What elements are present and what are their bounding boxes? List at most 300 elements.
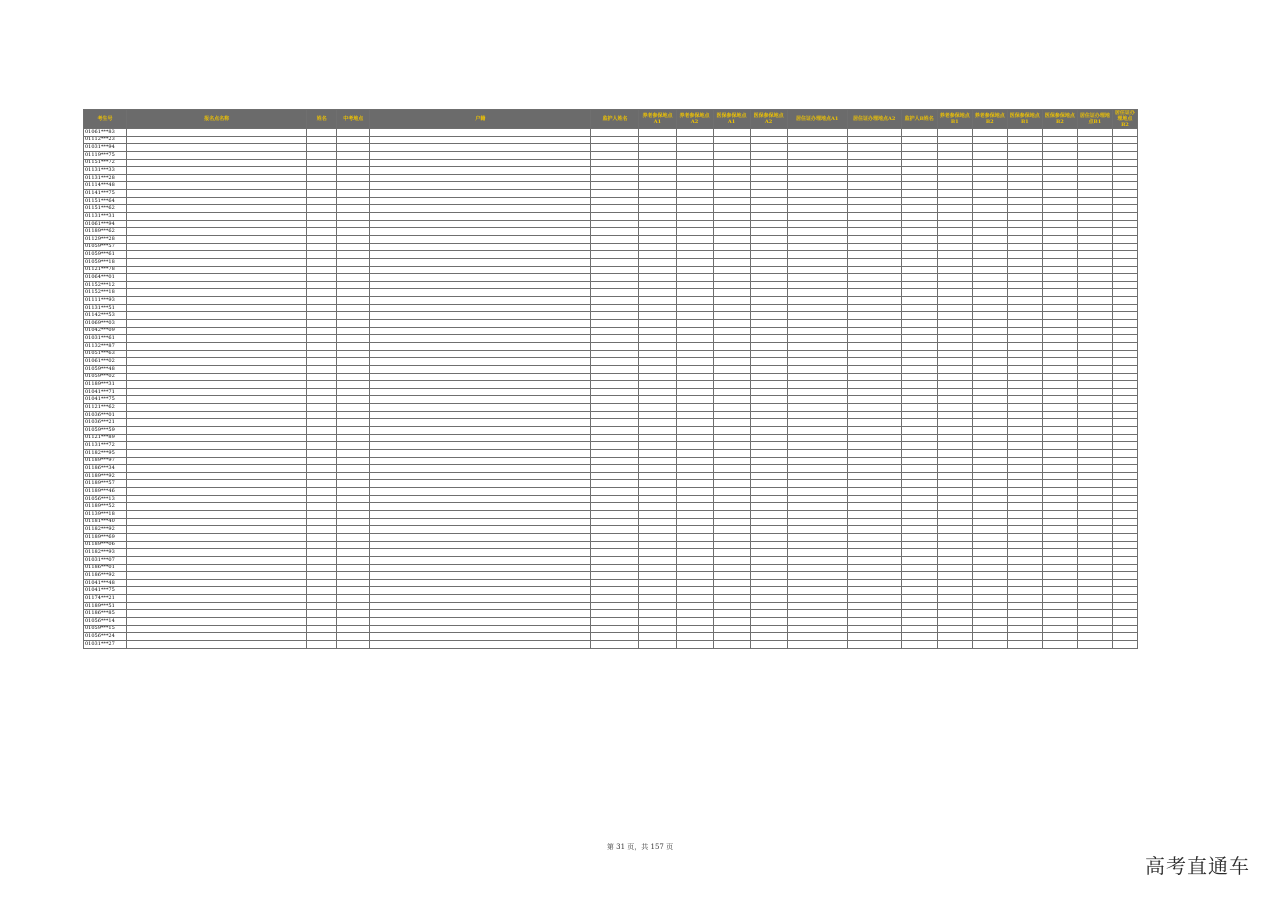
table-cell: [127, 297, 307, 305]
table-cell: [1042, 297, 1077, 305]
table-cell: 01056***24: [84, 633, 127, 641]
table-cell: [972, 258, 1007, 266]
table-cell: [972, 289, 1007, 297]
table-cell: [787, 320, 847, 328]
table-cell: [750, 442, 787, 450]
table-cell: [901, 434, 937, 442]
table-cell: [639, 503, 676, 511]
table-cell: [972, 205, 1007, 213]
table-cell: [901, 495, 937, 503]
table-cell: [847, 205, 901, 213]
table-cell: [370, 396, 591, 404]
table-cell: [972, 274, 1007, 282]
table-cell: [1007, 304, 1042, 312]
table-row: [84, 213, 1138, 221]
table-cell: [847, 289, 901, 297]
table-cell: [937, 213, 972, 221]
table-row: [84, 442, 1138, 450]
table-cell: [713, 404, 750, 412]
table-cell: [307, 327, 337, 335]
table-cell: [639, 602, 676, 610]
table-cell: [307, 572, 337, 580]
table-cell: [1077, 327, 1112, 335]
table-cell: [370, 228, 591, 236]
table-cell: [127, 304, 307, 312]
table-row: [84, 342, 1138, 350]
table-cell: [307, 174, 337, 182]
table-cell: [639, 381, 676, 389]
table-cell: [1007, 602, 1042, 610]
table-cell: [307, 457, 337, 465]
table-cell: [676, 281, 713, 289]
table-cell: [1077, 342, 1112, 350]
column-header: 中考地点: [337, 110, 370, 129]
table-cell: [337, 228, 370, 236]
table-cell: [307, 533, 337, 541]
table-cell: [127, 541, 307, 549]
table-cell: [1077, 388, 1112, 396]
table-cell: [937, 556, 972, 564]
table-cell: [1007, 526, 1042, 534]
table-cell: [1042, 419, 1077, 427]
table-cell: [1077, 396, 1112, 404]
table-cell: [750, 503, 787, 511]
table-cell: [337, 373, 370, 381]
table-cell: [676, 304, 713, 312]
table-cell: [1042, 434, 1077, 442]
table-cell: [1007, 220, 1042, 228]
table-row: [84, 618, 1138, 626]
table-cell: 01064***01: [84, 274, 127, 282]
table-row: [84, 495, 1138, 503]
table-cell: [307, 213, 337, 221]
table-cell: 01129***28: [84, 235, 127, 243]
table-cell: [639, 312, 676, 320]
table-cell: [1042, 518, 1077, 526]
table-cell: [972, 449, 1007, 457]
table-cell: [937, 129, 972, 137]
table-cell: [1112, 625, 1137, 633]
table-cell: [1007, 480, 1042, 488]
table-cell: [847, 549, 901, 557]
table-cell: [847, 518, 901, 526]
table-cell: [713, 129, 750, 137]
table-cell: [787, 480, 847, 488]
table-cell: [1042, 251, 1077, 259]
table-cell: 01189***57: [84, 480, 127, 488]
table-cell: [676, 190, 713, 198]
table-cell: [750, 526, 787, 534]
table-cell: [1112, 350, 1137, 358]
table-cell: [937, 457, 972, 465]
table-cell: [307, 579, 337, 587]
table-cell: [1007, 182, 1042, 190]
table-cell: [639, 495, 676, 503]
table-cell: [676, 518, 713, 526]
table-cell: [937, 167, 972, 175]
table-cell: [750, 595, 787, 603]
table-cell: [639, 404, 676, 412]
table-cell: [847, 602, 901, 610]
table-cell: [901, 213, 937, 221]
table-cell: [639, 488, 676, 496]
table-cell: [713, 465, 750, 473]
table-cell: [901, 243, 937, 251]
table-cell: [591, 228, 639, 236]
table-cell: [591, 342, 639, 350]
column-header: 养老参保地点B2: [972, 110, 1007, 129]
table-cell: [676, 610, 713, 618]
table-cell: [639, 358, 676, 366]
table-cell: [127, 396, 307, 404]
table-cell: [1007, 396, 1042, 404]
table-cell: [591, 289, 639, 297]
table-cell: [127, 511, 307, 519]
table-cell: [750, 572, 787, 580]
table-cell: [901, 442, 937, 450]
table-cell: [307, 304, 337, 312]
table-cell: [847, 258, 901, 266]
table-cell: [787, 228, 847, 236]
table-cell: [901, 572, 937, 580]
table-cell: [337, 541, 370, 549]
table-cell: [713, 518, 750, 526]
table-row: [84, 426, 1138, 434]
page-number: 第 31 页，共 157 页: [606, 843, 674, 851]
table-cell: [1112, 426, 1137, 434]
table-cell: [370, 549, 591, 557]
table-cell: [901, 228, 937, 236]
table-cell: [972, 251, 1007, 259]
table-cell: [713, 434, 750, 442]
table-cell: [1042, 312, 1077, 320]
table-cell: [937, 235, 972, 243]
table-cell: [1007, 503, 1042, 511]
table-cell: [1042, 373, 1077, 381]
table-cell: [337, 167, 370, 175]
table-cell: [1007, 579, 1042, 587]
table-cell: [713, 335, 750, 343]
table-cell: [370, 136, 591, 144]
table-cell: [591, 167, 639, 175]
table-cell: 01189***31: [84, 381, 127, 389]
table-row: [84, 533, 1138, 541]
table-row: [84, 281, 1138, 289]
table-cell: [307, 564, 337, 572]
table-cell: [787, 442, 847, 450]
table-row: [84, 243, 1138, 251]
table-cell: [713, 442, 750, 450]
table-row: [84, 235, 1138, 243]
table-cell: [901, 511, 937, 519]
table-cell: [901, 549, 937, 557]
table-cell: [370, 243, 591, 251]
column-header: 居住证办理地点A2: [847, 110, 901, 129]
table-cell: [847, 419, 901, 427]
table-cell: [676, 167, 713, 175]
table-cell: [337, 335, 370, 343]
table-cell: [847, 503, 901, 511]
table-cell: [901, 625, 937, 633]
table-cell: [937, 365, 972, 373]
table-cell: [787, 472, 847, 480]
table-cell: [370, 251, 591, 259]
table-cell: [972, 526, 1007, 534]
table-cell: [750, 633, 787, 641]
table-cell: 01121***62: [84, 404, 127, 412]
table-cell: [713, 572, 750, 580]
table-cell: [1007, 136, 1042, 144]
table-cell: [1077, 174, 1112, 182]
table-row: [84, 151, 1138, 159]
table-cell: [591, 251, 639, 259]
table-cell: [370, 472, 591, 480]
table-cell: [1007, 213, 1042, 221]
table-cell: [1112, 258, 1137, 266]
table-cell: [127, 587, 307, 595]
table-row: [84, 404, 1138, 412]
table-cell: [1112, 564, 1137, 572]
table-cell: [639, 228, 676, 236]
table-cell: [787, 610, 847, 618]
table-cell: [937, 258, 972, 266]
table-cell: [750, 541, 787, 549]
table-cell: [713, 449, 750, 457]
table-cell: [713, 258, 750, 266]
table-cell: [847, 442, 901, 450]
table-row: [84, 258, 1138, 266]
table-cell: [337, 220, 370, 228]
table-cell: [591, 220, 639, 228]
column-header: 养老参保地点B1: [937, 110, 972, 129]
table-cell: [1007, 495, 1042, 503]
table-cell: [1077, 151, 1112, 159]
table-cell: [1112, 167, 1137, 175]
table-cell: [901, 159, 937, 167]
table-cell: [1077, 182, 1112, 190]
table-cell: 01152***18: [84, 289, 127, 297]
table-cell: [676, 442, 713, 450]
table-cell: [639, 434, 676, 442]
table-cell: [1007, 564, 1042, 572]
table-cell: [1007, 572, 1042, 580]
table-cell: [847, 533, 901, 541]
table-cell: [307, 610, 337, 618]
table-cell: [847, 587, 901, 595]
table-cell: [1112, 289, 1137, 297]
table-cell: [1077, 373, 1112, 381]
table-cell: [750, 564, 787, 572]
table-cell: [1007, 167, 1042, 175]
table-cell: [713, 640, 750, 648]
table-cell: [847, 396, 901, 404]
table-cell: [370, 235, 591, 243]
table-cell: [127, 243, 307, 251]
table-cell: [337, 472, 370, 480]
table-cell: [937, 251, 972, 259]
table-row: [84, 488, 1138, 496]
table-cell: [901, 258, 937, 266]
table-cell: [750, 197, 787, 205]
table-cell: [901, 602, 937, 610]
table-cell: [787, 220, 847, 228]
table-cell: [1077, 564, 1112, 572]
table-row: [84, 350, 1138, 358]
table-cell: [937, 526, 972, 534]
table-cell: [713, 365, 750, 373]
table-cell: [307, 404, 337, 412]
table-cell: [1112, 488, 1137, 496]
table-cell: [1077, 220, 1112, 228]
table-cell: [972, 159, 1007, 167]
table-cell: [787, 197, 847, 205]
table-cell: [639, 274, 676, 282]
table-cell: [787, 235, 847, 243]
table-cell: [1007, 373, 1042, 381]
table-row: [84, 182, 1138, 190]
table-cell: [1007, 640, 1042, 648]
table-cell: [337, 404, 370, 412]
table-cell: [750, 511, 787, 519]
table-cell: [1077, 213, 1112, 221]
table-cell: [1042, 243, 1077, 251]
table-cell: [307, 136, 337, 144]
table-cell: [591, 426, 639, 434]
table-cell: [591, 511, 639, 519]
table-cell: [676, 411, 713, 419]
table-cell: [901, 297, 937, 305]
table-cell: 01151***72: [84, 159, 127, 167]
table-cell: [676, 289, 713, 297]
table-cell: [370, 488, 591, 496]
table-cell: [713, 243, 750, 251]
table-cell: [1112, 511, 1137, 519]
table-cell: [1112, 358, 1137, 366]
table-cell: [370, 426, 591, 434]
table-cell: [972, 297, 1007, 305]
table-cell: [127, 190, 307, 198]
table-cell: [847, 480, 901, 488]
table-cell: [1077, 205, 1112, 213]
table-cell: 01119***75: [84, 151, 127, 159]
table-cell: [937, 579, 972, 587]
table-cell: [639, 159, 676, 167]
table-cell: [937, 151, 972, 159]
table-cell: [1112, 465, 1137, 473]
table-cell: [1077, 358, 1112, 366]
table-cell: [937, 144, 972, 152]
table-row: [84, 556, 1138, 564]
table-cell: [847, 129, 901, 137]
table-cell: [972, 243, 1007, 251]
table-cell: [370, 197, 591, 205]
table-cell: [307, 434, 337, 442]
table-cell: [1007, 404, 1042, 412]
table-cell: [1112, 442, 1137, 450]
table-cell: [1007, 289, 1042, 297]
table-cell: [639, 266, 676, 274]
table-cell: [787, 457, 847, 465]
table-cell: [1112, 297, 1137, 305]
table-cell: [937, 518, 972, 526]
table-cell: [972, 174, 1007, 182]
table-cell: [676, 564, 713, 572]
table-cell: [639, 556, 676, 564]
table-cell: [1077, 243, 1112, 251]
table-cell: [972, 549, 1007, 557]
table-cell: [1007, 342, 1042, 350]
table-cell: [847, 618, 901, 626]
table-cell: [972, 304, 1007, 312]
table-cell: [1042, 488, 1077, 496]
table-cell: [847, 281, 901, 289]
table-cell: [307, 205, 337, 213]
table-cell: [639, 197, 676, 205]
table-cell: [337, 625, 370, 633]
table-cell: [676, 396, 713, 404]
table-cell: [1077, 190, 1112, 198]
table-cell: [1007, 442, 1042, 450]
table-cell: [787, 449, 847, 457]
table-cell: [127, 235, 307, 243]
table-cell: [337, 434, 370, 442]
table-cell: [750, 556, 787, 564]
table-cell: [847, 404, 901, 412]
table-cell: [639, 151, 676, 159]
table-cell: [1007, 251, 1042, 259]
table-cell: [972, 564, 1007, 572]
table-cell: [972, 358, 1007, 366]
table-cell: [127, 633, 307, 641]
table-cell: [937, 633, 972, 641]
table-cell: [1077, 297, 1112, 305]
table-row: [84, 304, 1138, 312]
table-cell: [1042, 426, 1077, 434]
table-cell: [639, 129, 676, 137]
table-cell: [127, 404, 307, 412]
table-cell: [370, 434, 591, 442]
table-cell: [337, 251, 370, 259]
table-cell: [847, 579, 901, 587]
table-cell: [127, 136, 307, 144]
table-cell: [901, 274, 937, 282]
table-cell: [1077, 350, 1112, 358]
table-cell: [1077, 442, 1112, 450]
table-cell: [676, 511, 713, 519]
column-header: 医保参保地点B1: [1007, 110, 1042, 129]
table-cell: [639, 610, 676, 618]
table-cell: [676, 388, 713, 396]
table-cell: [713, 633, 750, 641]
table-cell: [787, 144, 847, 152]
table-cell: [639, 335, 676, 343]
table-cell: 01051***63: [84, 350, 127, 358]
table-row: [84, 549, 1138, 557]
table-cell: [1077, 419, 1112, 427]
table-cell: [937, 373, 972, 381]
table-cell: [1042, 556, 1077, 564]
table-cell: [937, 511, 972, 519]
table-cell: [972, 503, 1007, 511]
table-cell: [127, 266, 307, 274]
table-cell: [750, 167, 787, 175]
table-cell: [337, 297, 370, 305]
table-cell: [937, 434, 972, 442]
table-cell: [1112, 136, 1137, 144]
table-cell: [1112, 159, 1137, 167]
table-cell: [1077, 228, 1112, 236]
table-cell: [937, 625, 972, 633]
